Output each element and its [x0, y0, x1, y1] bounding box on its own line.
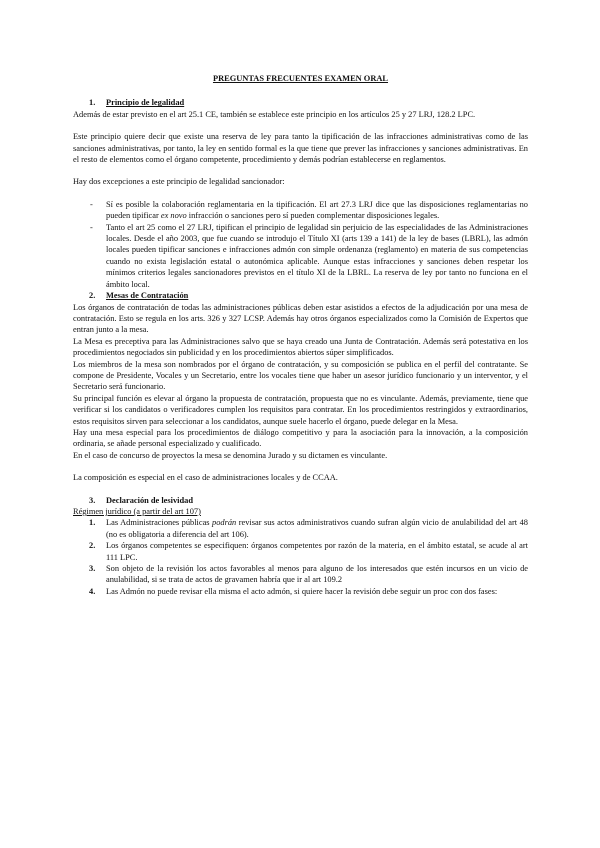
- section-number: 1.: [89, 98, 96, 108]
- dash-bullet: -: [90, 199, 93, 209]
- section-title: Mesas de Contratación: [106, 291, 189, 301]
- paragraph: Este principio quiere decir que existe una reserva de ley para tanto la tipificación de las infracciones administrativas como de las sanciones administrativas, por tanto, la ley en sentido formal es la que tiene que prever las infracciones y sanciones administrativas. En el resto de elementos como el órgano competente, procedimiento y demás podrían establecerse en reglamentos.: [73, 132, 528, 165]
- page-title: PREGUNTAS FRECUENTES EXAMEN ORAL: [212, 74, 389, 83]
- section-number: 3.: [89, 495, 96, 505]
- numbered-item: 4. Las Admón no puede revisar ella misma el acto admón, si quiere hacer la revisión debe seguir un proc con dos fases:: [89, 586, 498, 596]
- document-page: [73, 73, 528, 597]
- numbered-item: 1. Las Administraciones públicas podrán revisar sus actos administrativos cuando sufran algún vicio de anulabilidad del art 48 (no es obligatoria a diferencia del art 106).: [89, 518, 528, 539]
- paragraph: Hay dos excepciones a este principio de legalidad sancionador:: [73, 177, 285, 187]
- section-title: Declaración de lesividad: [106, 495, 194, 505]
- numbered-item: 3. Son objeto de la revisión los actos favorables al menos para alguno de los interesados que estén incursos en un vicio de anulabilidad, si se trata de actos de gravamen habría que ir al art 109.2: [89, 564, 528, 585]
- numbered-item: 2. Los órganos competentes se especifiquen: órganos competentes por razón de la materia, en el ámbito estatal, se acude al art 111 LPC.: [89, 541, 528, 562]
- subsection-title: Régimen jurídico (a partir del art 107): [73, 507, 201, 516]
- paragraph: Los miembros de la mesa son nombrados por el órgano de contratación, y su composición se publica en el perfil del contratante. Se compone de Presidente, Vocales y un Secretario, entre los vocales tiene que haber un asesor jurídico funcionario y un interventor, y el Secretario será funcionario.: [73, 359, 528, 392]
- paragraph: La composición es especial en el caso de administraciones locales y de CCAA.: [73, 473, 338, 483]
- section-number: 2.: [89, 291, 96, 301]
- dash-bullet: -: [90, 222, 93, 232]
- section-3-heading: [73, 495, 528, 506]
- paragraph: Hay una mesa especial para los procedimientos de diálogo competitivo y para la asociación para la innovación, a la composición ordinaria, se añade personal especializado y cualificado.: [73, 427, 528, 449]
- paragraph: La Mesa es preceptiva para las Administraciones salvo que se haya creado una Junta de Contratación. Además será potestativa en los procedimientos negociados sin publicidad y en los procedimientos abiertos súper simplificados.: [73, 336, 528, 358]
- paragraph: En el caso de concurso de proyectos la mesa se denomina Jurado y su dictamen es vinculante.: [73, 450, 388, 460]
- list-item: - Tanto el art 25 como el 27 LRJ, tipifican el principio de legalidad sin perjuicio de las especialidades de las Administraciones locales. Desde el año 2003, que fue cuando se introdujo el Título XI (arts 139 a 141) de la ley de bases (LBRL), las admón locales pueden tipificar sanciones e infracciones admón con simple ordenanza (reglamento) en materia de sus competencias cuando no exista legislación estatal o autonómica aplicable. Aunque estas infracciones y sanciones deben respetar los mínimos criterios legales sancionadores previstos en el título XI de la LBRL. La reserva de ley por tanto no funciona en el ámbito local.: [90, 222, 528, 289]
- paragraph: Los órganos de contratación de todas las administraciones públicas deben estar asistidos a efectos de la adjudicación por una mesa de contratación. Esto se regula en los arts. 326 y 327 LCSP. Además hay otros órganos especializados como la Comisión de Expertos que entran junto a la mesa.: [73, 302, 528, 335]
- section-2-heading: [73, 290, 528, 301]
- paragraph: Además de estar previsto en el art 25.1 CE, también se establece este principio en los artículos 25 y 27 LRJ, 128.2 LPC.: [73, 109, 476, 119]
- paragraph: Su principal función es elevar al órgano la propuesta de contratación, propuesta que no es vinculante. Además, previamente, tiene que verificar si los candidatos o verificadores cumplen los requisitos para contratar. En los procedimientos restringidos y extraordinarios, estos requisitos sirven para seleccionar a los candidatos, aunque suele hacerlo el órgano, puede delegar en la Mesa.: [73, 393, 528, 426]
- section-title: Principio de legalidad: [106, 98, 185, 108]
- list-item: - Sí es posible la colaboración reglamentaria en la tipificación. El art 27.3 LRJ dice que las disposiciones reglamentarias no pueden tipificar ex novo infracción o sanciones pero sí pueden complementar disposiciones legales.: [90, 199, 528, 221]
- section-1-heading: [73, 97, 528, 108]
